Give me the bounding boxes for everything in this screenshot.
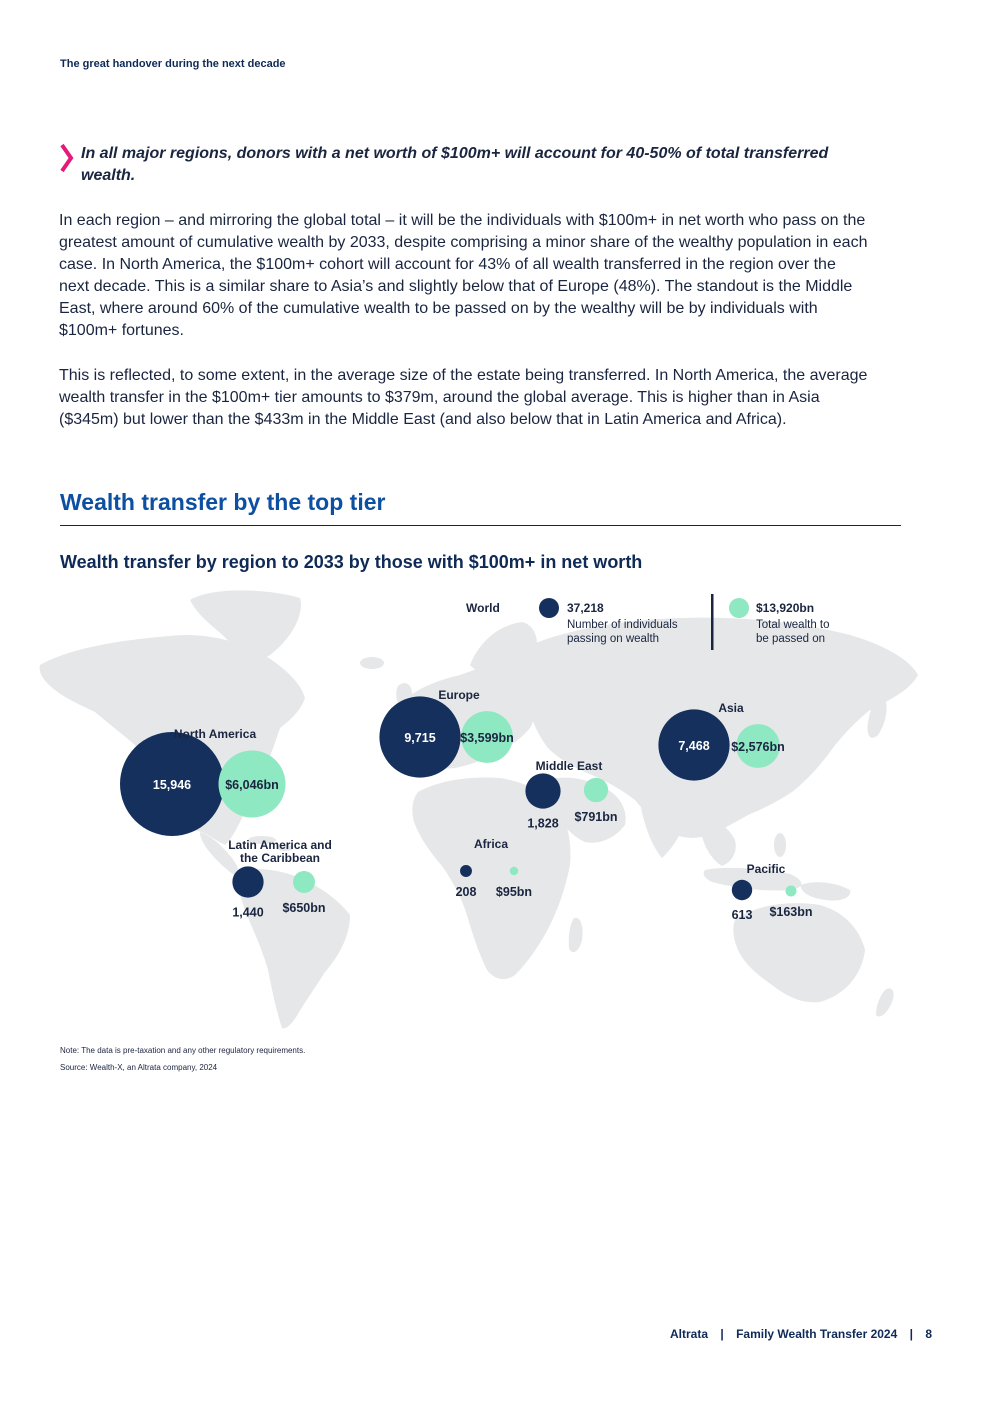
legend-individuals-label-2: passing on wealth [567,633,660,645]
callout-text: In all major regions, donors with a net worth of $100m+ will account for 40-50% of total transferred wealth. [81,145,829,184]
wealth-bubble [510,867,518,875]
individuals-bubble [232,866,263,897]
legend-wealth-swatch [729,598,749,618]
legend-wealth-value: $13,920bn [756,601,815,615]
wealth-value-label: $6,046bn [225,778,279,792]
footer-separator: | [720,1327,724,1341]
legend-wealth-label-2: be passed on [756,633,826,645]
region-label: North America [173,727,257,741]
section-title: Wealth transfer by the top tier [60,489,386,515]
legend-individuals-swatch [539,598,559,618]
region-label: Latin America and [228,838,332,852]
region-label: Pacific [746,862,786,876]
key-finding-callout [60,143,840,187]
legend-wealth-label-1: Total wealth to [756,619,830,631]
region-label: Middle East [535,759,603,773]
chart-title: Wealth transfer by region to 2033 by those with $100m+ in net worth [60,552,643,572]
individuals-bubble [525,773,560,808]
wealth-bubble [584,778,608,802]
region-label: the Caribbean [239,851,321,865]
legend-divider [711,594,714,650]
legend-individuals-value: 37,218 [567,601,604,615]
individuals-value-label: 7,468 [678,739,710,753]
individuals-value-label: 15,946 [152,778,192,792]
individuals-value-label: 1,828 [527,816,559,831]
wealth-value-label: $3,599bn [460,731,514,745]
region-label: Asia [718,701,744,715]
section-divider [60,525,901,526]
individuals-value-label: 613 [731,908,753,923]
individuals-value-label: 1,440 [232,905,264,920]
running-head: The great handover during the next decade [60,58,286,70]
chart-note: Note: The data is pre-taxation and any other regulatory requirements. [60,1046,306,1055]
individuals-value-label: 208 [455,885,477,899]
wealth-bubble [293,871,315,893]
wealth-value-label: $2,576bn [731,740,785,754]
legend-world-label: World [466,601,500,615]
body-paragraph-2: This is reflected, to some extent, in the average size of the estate being transferred. In North America, the average wealth transfer in the $100m+ tier amounts to $379m, around the global average. This is higher than in Asia ($345m) but lower than the $433m in the Middle East (and also below that in Latin America and Africa). [59,367,868,428]
page-footer [670,1327,932,1341]
wealth-value-label: $163bn [769,905,813,919]
footer-brand: Altrata [670,1327,709,1341]
region-label: Africa [473,837,509,851]
wealth-value-label: $95bn [495,885,533,899]
footer-publication: Family Wealth Transfer 2024 [736,1327,898,1341]
legend-individuals-label-1: Number of individuals [567,619,678,631]
world-bubble-map [0,580,992,1040]
chart-source: Source: Wealth-X, an Altrata company, 2024 [60,1063,218,1072]
body-paragraph-1: In each region – and mirroring the global total – it will be the individuals with $100m+ in net worth who pass on the greatest amount of cumulative wealth by 2033, despite comprising a minor share of the wealthy population in each case. In North America, the $100m+ cohort will account for 43% of all wealth transferred in the region over the next decade. This is a similar share to Asia’s and slightly below that of Europe (48%). The standout is the Middle East, where around 60% of the cumulative wealth to be passed on by the wealthy will be by individuals with $100m+ fortunes. [59,212,868,339]
individuals-value-label: 9,715 [404,731,436,745]
individuals-bubble [732,880,752,900]
footer-separator: | [909,1327,913,1341]
footer-page-number: 8 [925,1327,932,1341]
wealth-value-label: $791bn [574,810,618,825]
wealth-bubble [785,885,796,896]
region-label: Europe [438,688,480,702]
chevron-right-icon [60,143,74,173]
wealth-value-label: $650bn [282,900,326,915]
individuals-bubble [460,865,472,877]
